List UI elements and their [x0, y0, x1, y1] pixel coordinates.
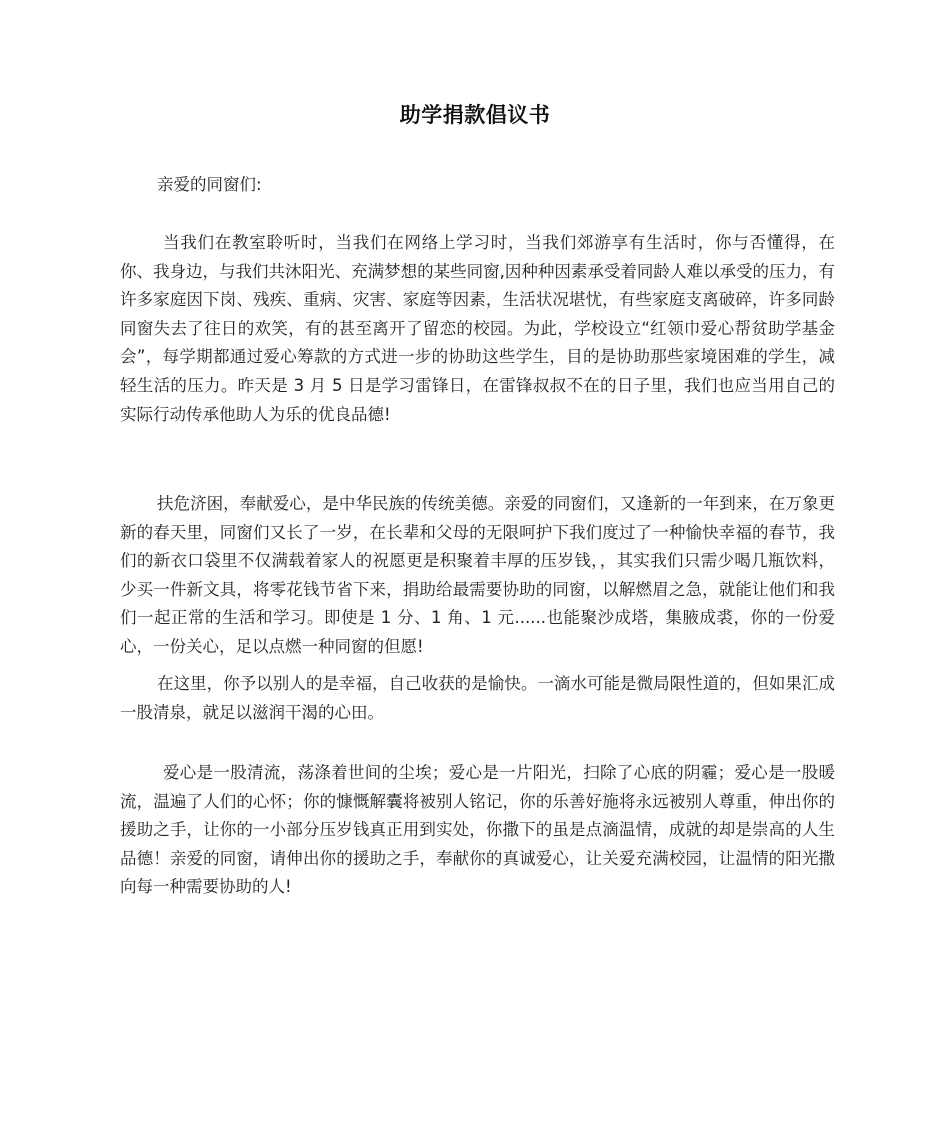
paragraph-2: 扶危济困，奉献爱心，是中华民族的传统美德。亲爱的同窗们，又逢新的一年到来，在万象更新的春天里，同窗们又长了一岁，在长辈和父母的无限呵护下我们度过了一种愉快幸福的春节，我们的新衣口袋里不仅满载着家人的祝愿更是积聚着丰厚的压岁钱，，其实我们只需少喝几瓶饮料，少买一件新文具，将零花钱节省下来，捐助给最需要协助的同窗，以解燃眉之急，就能让他们和我们一起正常的生活和学习。即使是 1 分、1 角、1 元......也能聚沙成塔，集腋成裘，你的一份爱心，一份关心，足以点燃一种同窗的但愿! — [120, 494, 835, 656]
paragraph-1: 当我们在教室聆听时，当我们在网络上学习时，当我们郊游享有生活时，你与否懂得，在你、我身边，与我们共沐阳光、充满梦想的某些同窗,因种种因素承受着同龄人难以承受的压力，有许多家庭因下岗、残疾、重病、灾害、家庭等因素，生活状况堪忧，有些家庭支离破碎，许多同龄同窗失去了往日的欢笑，有的甚至离开了留恋的校园。为此，学校设立“红领巾爱心帮贫助学基金会”，每学期都通过爱心筹款的方式进一步的协助这些学生，目的是协助那些家境困难的学生，减轻生活的压力。昨天是 3 月 5 日是学习雷锋日，在雷锋叔叔不在的日子里，我们也应当用自己的实际行动传承他助人为乐的优良品德! — [120, 233, 835, 424]
salutation: 亲爱的同窗们: — [157, 175, 262, 194]
document-title: 助学捐款倡议书 — [399, 103, 551, 127]
paragraph-4: 爱心是一股清流，荡涤着世间的尘埃；爱心是一片阳光，扫除了心底的阴霾；爱心是一股暖流，温遍了人们的心怀；你的慷慨解囊将被别人铭记，你的乐善好施将永远被别人尊重，伸出你的援助之手，让你的一小部分压岁钱真正用到实处，你撒下的虽是点滴温情，成就的却是崇高的人生品德！亲爱的同窗，请伸出你的援助之手，奉献你的真诚爱心，让关爱充满校园，让温情的阳光撒向每一种需要协助的人! — [120, 763, 835, 897]
paragraph-3: 在这里，你予以别人的是幸福，自己收获的是愉快。一滴水可能是微局限性道的，但如果汇成一股清泉，就足以滋润干渴的心田。 — [120, 674, 835, 722]
